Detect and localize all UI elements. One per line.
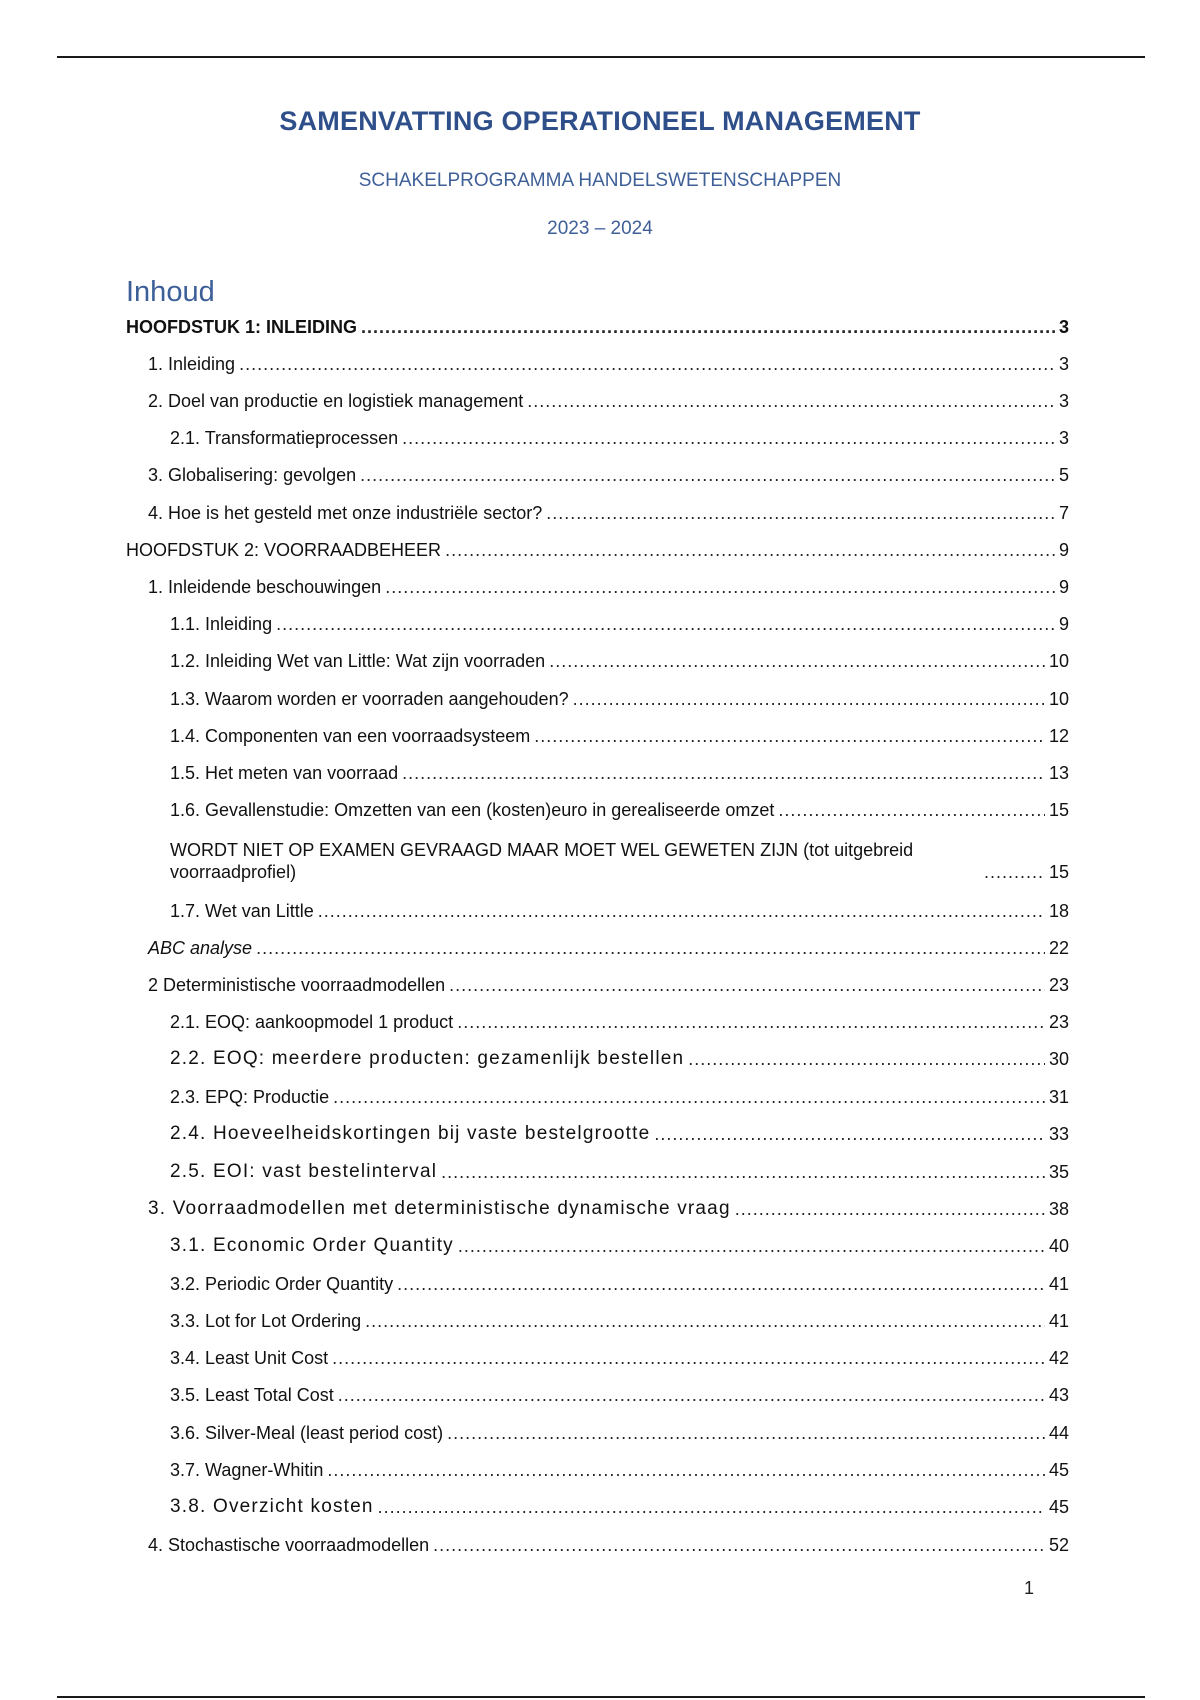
toc-leader xyxy=(449,974,1045,996)
toc-entry-page: 10 xyxy=(1048,651,1069,671)
toc-entry-label: 3.1. Economic Order Quantity xyxy=(170,1235,454,1256)
toc-entry-page: 5 xyxy=(1058,465,1069,485)
toc-entry-page: 40 xyxy=(1048,1236,1069,1256)
toc-entry-label: 2.3. EPQ: Productie xyxy=(170,1087,330,1107)
toc-leader xyxy=(441,1161,1045,1183)
toc-entry-page: 3 xyxy=(1058,428,1069,448)
toc-entry-page: 10 xyxy=(1048,689,1069,709)
toc-entry[interactable] xyxy=(170,1235,1069,1257)
toc-leader xyxy=(573,688,1045,710)
toc-entry-label: 3.7. Wagner-Whitin xyxy=(170,1460,324,1480)
toc-entry-label: 1.3. Waarom worden er voorraden aangehouden? xyxy=(170,689,569,709)
toc-leader xyxy=(338,1384,1045,1406)
toc-entry[interactable] xyxy=(170,1048,1069,1070)
toc-entry[interactable] xyxy=(170,1273,1069,1295)
toc-entry-page: 18 xyxy=(1048,901,1069,921)
toc-entry[interactable] xyxy=(170,1011,1069,1033)
toc-entry-page: 3 xyxy=(1058,391,1069,411)
toc-entry-page: 3 xyxy=(1058,354,1069,374)
toc-entry-page: 3 xyxy=(1058,317,1069,337)
toc-entry[interactable] xyxy=(170,427,1069,449)
toc-entry-page: 30 xyxy=(1048,1049,1069,1069)
toc-entry-page: 13 xyxy=(1048,763,1069,783)
toc-entry-page: 35 xyxy=(1048,1162,1069,1182)
academic-years: 2023 – 2024 xyxy=(547,218,653,239)
toc-entry-label: 1. Inleidende beschouwingen xyxy=(148,577,382,597)
toc-entry-page: 41 xyxy=(1048,1311,1069,1331)
toc-entry[interactable] xyxy=(170,613,1069,635)
toc-entry[interactable] xyxy=(170,688,1069,710)
toc-entry[interactable] xyxy=(170,650,1069,672)
toc-entry-label: 2.1. Transformatieprocessen xyxy=(170,428,399,448)
toc-leader xyxy=(256,937,1045,959)
toc-leader xyxy=(546,502,1055,524)
toc-entry-page: 9 xyxy=(1058,540,1069,560)
toc-entry[interactable] xyxy=(148,353,1069,375)
toc-entry-page: 15 xyxy=(1048,800,1069,820)
toc-entry[interactable] xyxy=(170,762,1069,784)
toc-leader xyxy=(534,725,1045,747)
toc-entry-label: 1.4. Componenten van een voorraadsysteem xyxy=(170,726,531,746)
toc-entry[interactable] xyxy=(148,974,1069,996)
document-title: SAMENVATTING OPERATIONEEL MANAGEMENT xyxy=(279,106,921,136)
toc-entry-label: 2. Doel van productie en logistiek management xyxy=(148,391,524,411)
toc-leader xyxy=(378,1496,1045,1518)
toc-entry-label: 3.4. Least Unit Cost xyxy=(170,1348,329,1368)
page-number: 1 xyxy=(1024,1578,1035,1598)
toc-entry-label: 3.2. Periodic Order Quantity xyxy=(170,1274,394,1294)
toc-entry[interactable] xyxy=(148,464,1069,486)
toc-entry-page: 33 xyxy=(1048,1124,1069,1144)
toc-entry[interactable] xyxy=(170,1347,1069,1369)
toc-entry[interactable] xyxy=(170,725,1069,747)
toc-entry-page: 23 xyxy=(1048,1012,1069,1032)
toc-entry-label: 1.5. Het meten van voorraad xyxy=(170,763,399,783)
toc-leader xyxy=(360,464,1055,486)
toc-entry-page: 43 xyxy=(1048,1385,1069,1405)
toc-entry-label: 1.7. Wet van Little xyxy=(170,901,314,921)
toc-entry-label: 4. Stochastische voorraadmodellen xyxy=(148,1535,430,1555)
toc-entry-label: 3.6. Silver-Meal (least period cost) xyxy=(170,1423,444,1443)
toc-leader xyxy=(688,1048,1045,1070)
toc-entry-page: 22 xyxy=(1048,938,1069,958)
toc-entry[interactable] xyxy=(148,1534,1069,1556)
toc-leader xyxy=(527,390,1055,412)
toc-entry[interactable] xyxy=(148,502,1069,524)
toc-leader xyxy=(735,1198,1045,1220)
toc-entry-page: 41 xyxy=(1048,1274,1069,1294)
toc-entry[interactable] xyxy=(170,1496,1069,1518)
toc-entry[interactable] xyxy=(148,1198,1069,1220)
toc-entry-page: 12 xyxy=(1048,726,1069,746)
toc-leader xyxy=(549,650,1045,672)
toc-entry-page: 45 xyxy=(1048,1460,1069,1480)
toc-entry-label: 3.8. Overzicht kosten xyxy=(170,1496,374,1517)
toc-entry[interactable] xyxy=(170,900,1069,922)
toc-entry-page: 15 xyxy=(1048,862,1069,882)
toc-entry-page: 9 xyxy=(1058,577,1069,597)
toc-leader xyxy=(276,613,1055,635)
bottom-rule xyxy=(57,1696,1145,1698)
toc-entry-page: 31 xyxy=(1048,1087,1069,1107)
toc-entry-label: WORDT NIET OP EXAMEN GEVRAAGD MAAR MOET WEL GEWETEN ZIJN (tot uitgebreid voorraadprofiel) xyxy=(170,840,914,882)
toc-entry[interactable] xyxy=(170,1384,1069,1406)
toc-entry-page: 44 xyxy=(1048,1423,1069,1443)
toc-leader xyxy=(361,316,1055,338)
toc-leader xyxy=(457,1011,1045,1033)
toc-leader xyxy=(778,799,1045,821)
toc-heading: Inhoud xyxy=(126,276,215,308)
toc-leader xyxy=(327,1459,1045,1481)
toc-leader xyxy=(458,1235,1045,1257)
document-subtitle: SCHAKELPROGRAMMA HANDELSWETENSCHAPPEN xyxy=(358,170,842,191)
toc-entry[interactable] xyxy=(170,1086,1069,1108)
toc-leader xyxy=(654,1123,1045,1145)
toc-entry-label: 3.3. Lot for Lot Ordering xyxy=(170,1311,362,1331)
toc-leader xyxy=(402,427,1055,449)
toc-leader xyxy=(402,762,1045,784)
toc-entry-label: 2.4. Hoeveelheidskortingen bij vaste bestelgrootte xyxy=(170,1123,651,1144)
toc-leader xyxy=(385,576,1055,598)
toc-entry-page: 42 xyxy=(1048,1348,1069,1368)
toc-entry[interactable] xyxy=(170,1310,1069,1332)
toc-entry-label: 3. Globalisering: gevolgen xyxy=(148,465,357,485)
toc-entry-label: 1.1. Inleiding xyxy=(170,614,273,634)
toc-entry[interactable] xyxy=(148,576,1069,598)
toc-entry[interactable] xyxy=(170,835,1069,883)
toc-entry-label: 2.1. EOQ: aankoopmodel 1 product xyxy=(170,1012,454,1032)
toc-entry-label: 3.5. Least Total Cost xyxy=(170,1385,334,1405)
toc-leader xyxy=(445,539,1055,561)
toc-entry[interactable] xyxy=(170,1161,1069,1183)
toc-entry[interactable] xyxy=(170,799,1069,821)
toc-entry[interactable] xyxy=(148,390,1069,412)
toc-entry-label: HOOFDSTUK 1: INLEIDING xyxy=(126,317,358,337)
toc-leader xyxy=(447,1422,1045,1444)
toc-entry-page: 23 xyxy=(1048,975,1069,995)
toc-entry-label: 1.2. Inleiding Wet van Little: Wat zijn voorraden xyxy=(170,651,546,671)
toc-entry-label: 1. Inleiding xyxy=(148,354,236,374)
toc-entry-page: 7 xyxy=(1058,503,1069,523)
toc-entry-label: 1.6. Gevallenstudie: Omzetten van een (kosten)euro in gerealiseerde omzet xyxy=(170,800,775,820)
toc-leader xyxy=(984,861,1045,883)
toc-leader xyxy=(318,900,1045,922)
toc-entry[interactable] xyxy=(148,937,1069,959)
toc-entry-label: 3. Voorraadmodellen met deterministische dynamische vraag xyxy=(148,1198,731,1219)
toc-entry-label: 2.2. EOQ: meerdere producten: gezamenlijk bestellen xyxy=(170,1048,685,1069)
toc-leader xyxy=(239,353,1055,375)
toc-entry[interactable] xyxy=(170,1123,1069,1145)
toc-leader xyxy=(332,1347,1045,1369)
toc-entry-page: 38 xyxy=(1048,1199,1069,1219)
toc-entry-page: 9 xyxy=(1058,614,1069,634)
toc-entry-label: 2.5. EOI: vast bestelinterval xyxy=(170,1161,438,1182)
toc-entry-label: HOOFDSTUK 2: VOORRAADBEHEER xyxy=(126,540,442,560)
toc-entry-label: 4. Hoe is het gesteld met onze industriële sector? xyxy=(148,503,543,523)
toc-entry[interactable] xyxy=(170,1422,1069,1444)
toc-entry[interactable] xyxy=(126,539,1069,561)
toc-entry-label: ABC analyse xyxy=(148,938,253,958)
toc-entry-page: 45 xyxy=(1048,1497,1069,1517)
toc-entry-page: 52 xyxy=(1048,1535,1069,1555)
toc-entry[interactable] xyxy=(170,1459,1069,1481)
toc-leader xyxy=(333,1086,1045,1108)
toc-leader xyxy=(365,1310,1045,1332)
toc-leader xyxy=(397,1273,1045,1295)
top-rule xyxy=(57,56,1145,58)
toc-entry[interactable] xyxy=(126,316,1069,338)
toc-leader xyxy=(433,1534,1045,1556)
toc-entry-label: 2 Deterministische voorraadmodellen xyxy=(148,975,446,995)
